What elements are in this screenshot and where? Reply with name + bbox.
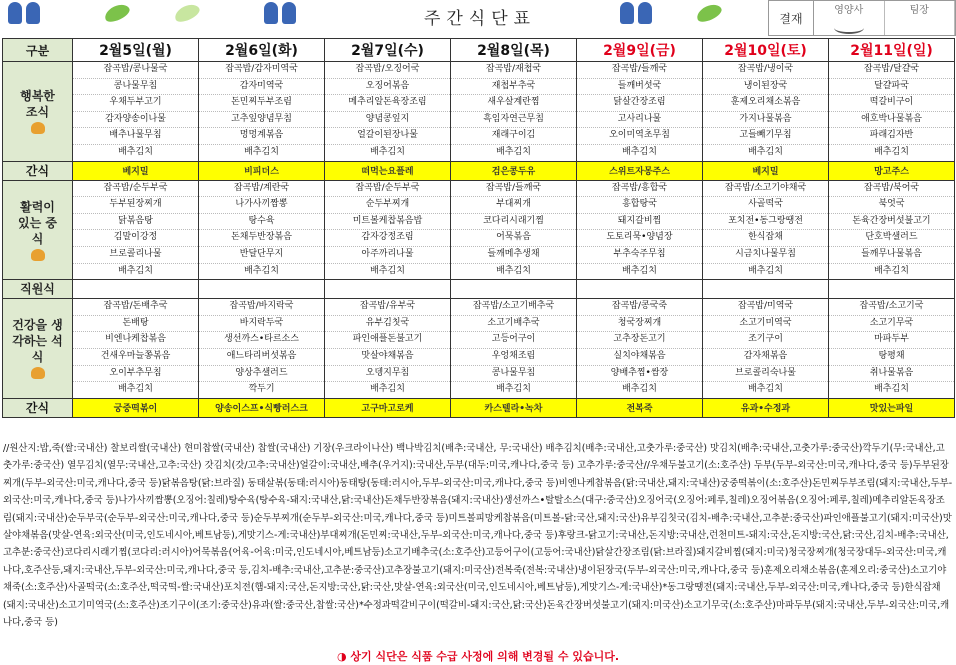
menu-item: 사골떡국 — [703, 197, 828, 214]
menu-item: 재첩부추국 — [451, 79, 576, 96]
menu-item: 배추김치 — [496, 265, 531, 276]
menu-item: 잡곡밥/순두부국 — [73, 181, 198, 198]
day-header-row — [3, 39, 955, 62]
menu-item: 마파두부 — [829, 332, 954, 349]
staff-cell — [325, 280, 451, 299]
menu-item: 우채두부고기 — [73, 95, 198, 112]
row-label: 간식 — [3, 161, 73, 180]
menu-item: 메추리알돈육장조림 — [325, 95, 450, 112]
day-header: 2월10일(토) — [703, 39, 829, 62]
snack-cell: 카스텔라•녹차 — [451, 398, 577, 417]
origin-info: //원산지:밥,죽(쌀:국내산) 찰보리쌀(국내산) 현미찹쌀(국내산) 찹쌀(국내산) 기장(우크라이나산) 백나박김치(배추:국내산, 무:국내산) 배추김치(배추:국내산,고춧가루:중국산) 맛김치(배추:국내산,고춧가루:중국산)깍두기(무:국내산,고춧가루:중국산) 열무김치(열무:국내산,고추:국산) 갓김치(갓/고추:국내산)얼갈이:국내산,배추(우거지):국내산,두부(대두:미국,캐나다,중국 등) 고추가루:중국산//우채두불고기(소:호주산) 두부(두부-외국산:미국,캐나다,중국 등)두부된장찌개(두부-외국산:미국,캐나다,중국 등)닭볶음탕(닭:브라질) 동태살볶(동태:러시아)동태탕(동태:러시아,두부-외국산:미국,캐나다,중국 등)비엔나케찹볶음(닭:국내산,돼지:국내산)궁중떡볶이(소:호주산)돈민찌두부조림(돼지:국내산,두부-외국산:미국,캐나다,중국 등)나가사끼짬뽕(오징어:칠레)탕수육(탕수육-돼지:국내산,닭:국내산)돈채두반장볶음(돼지:국내산)생선까스•탈탈소스(대구:중국산)오징어국(오징어:페루,칠레)오징어볶음(오징어:페루,칠레)메추리알돈육장조림(돼지:국내산)순두부국(순두부-외국산:미국,캐나다,중국 등)순두부찌개(순두부-외국산:미국,캐나다,중국 등)미트볼피망케찹볶음(미트볼-닭:국산,돼지:국산)유부김칫국(김치-배추:국내산,고추분:중국산)파인애플불고기(돼지:미국산)맛살야채볶음(맛살-연육:외국산(미국,인도네시아,베트남등),게맛기스-게:국내산)부대찌개(돈민찌:국내산,두부-외국산:미국,캐나다,중국 등)후랑크-닭고기:국내산,돈지방:국내산,런천미트-돼지:국산,돈지방:국산,닭:국산,김치-배추:국내산,고추분:중국산)코다리시래기찜(코다리:러시아)어묵볶음(어육-어육:미국,인도네시아,베트남등)소고기배추국(소:호주산)고등어구이(고등어:국내산)닭살간장조림(닭:브라질)돼지갈비찜(돼지:미국)청국장찌개(청국장대두-외국산:미국,캐나다,호주산등,돼지:국내산,두부-외국산:미국,캐나다,중국 등,김치-배추:국내산,고추분:중국산)고추장불고기(돼지:미국산)전복죽(전복:국내산)냉이된장국(두부-외국산:미국,캐나다,중국 등)훈제오리채소볶음(훈제오리:중국산)소고기야채죽(소:호주산)사골떡국(소:호주산,떡국떡-쌀:국내산)포치전(햄-돼지:국산,돈지방:국산,닭:국산,맛살-연육:외국산(미국,인도네시아,베트남등),게맛기스-게:국내산)*동그랑땡전(돼지:국내산,두부-외국산:미국,캐나다,중국 등)한식잡채(돼지:국내산)소고기미역국(소:호주산)조기구이(조기:중국산)유과(쌀:중국산,찹쌀:국산)*수정과떡갈비구이(떡갈비-돼지:국산,닭:국산)돈육간장버섯불고기(돼지:미국산)소고기무국(소:호주산)마파두부(돼지:국내산,두부-외국산:미국,캐나다,중국 등) — [3, 443, 953, 629]
menu-item: 북엇국 — [829, 197, 954, 214]
meal-cell — [451, 299, 577, 399]
row-label: 건강을 생각하는 석식 — [3, 299, 73, 399]
menu-item: 탕평채 — [829, 349, 954, 366]
menu-item: 잡곡밥/흥합국 — [577, 181, 702, 198]
menu-item: 탕수육 — [199, 214, 324, 231]
menu-item: 조기구이 — [703, 332, 828, 349]
menu-item: 코다리시래기찜 — [451, 214, 576, 231]
signature-mark — [834, 22, 864, 34]
menu-item: 파래김자반 — [829, 128, 954, 145]
menu-item: 흑임자연근무침 — [451, 112, 576, 129]
meal-cell — [451, 180, 577, 280]
menu-item: 잡곡밥/소고기배추국 — [451, 299, 576, 316]
menu-item: 소고기미역국 — [703, 316, 828, 333]
menu-item: 순두부찌개 — [325, 197, 450, 214]
meal-cell — [829, 180, 955, 280]
menu-item: 돈채두반장볶음 — [199, 230, 324, 247]
menu-item: 잡곡밥/감자미역국 — [199, 62, 324, 79]
menu-item: 얼갈이된장나물 — [325, 128, 450, 145]
snack-row — [3, 161, 955, 180]
menu-item: 잡곡밥/들깨국 — [577, 62, 702, 79]
menu-item: 닭볶음탕 — [73, 214, 198, 231]
menu-item: 브로콜리나물 — [73, 247, 198, 264]
menu-item: 배추나물무침 — [73, 128, 198, 145]
menu-item: 배추김치 — [118, 146, 153, 157]
menu-item: 오이미역초무침 — [577, 128, 702, 145]
menu-item: 잡곡밥/달걀국 — [829, 62, 954, 79]
vegetable-icon — [694, 1, 723, 25]
meal-cell — [73, 62, 199, 162]
snack-cell: 고구마고로케 — [325, 398, 451, 417]
meal-cell — [829, 299, 955, 399]
meal-cell — [325, 180, 451, 280]
staff-cell — [73, 280, 199, 299]
day-header: 2월8일(목) — [451, 39, 577, 62]
menu-item: 고추잎양념무침 — [199, 112, 324, 129]
snack-cell: 전복죽 — [577, 398, 703, 417]
menu-item: 건새우마늘쫑볶음 — [73, 349, 198, 366]
snack-row — [3, 398, 955, 417]
meal-cell — [73, 180, 199, 280]
menu-item: 도토리묵•양념장 — [577, 230, 702, 247]
snack-cell: 유과•수정과 — [703, 398, 829, 417]
menu-item: 잡곡밥/미역국 — [703, 299, 828, 316]
menu-item: 들깨메추생채 — [451, 247, 576, 264]
menu-item: 브로콜리숙나물 — [703, 366, 828, 383]
meal-cell — [325, 299, 451, 399]
menu-item: 실치야채볶음 — [577, 349, 702, 366]
menu-item: 배추김치 — [496, 146, 531, 157]
menu-item: 배추김치 — [622, 146, 657, 157]
snack-cell: 궁중떡볶이 — [73, 398, 199, 417]
day-header: 2월6일(화) — [199, 39, 325, 62]
child-icon — [8, 2, 22, 24]
day-header: 2월5일(월) — [73, 39, 199, 62]
menu-item: 가지나물볶음 — [703, 112, 828, 129]
dinner-row — [3, 299, 955, 399]
menu-item: 부추숙주무침 — [577, 247, 702, 264]
snack-cell: 베지밀 — [73, 161, 199, 180]
meal-cell — [199, 62, 325, 162]
approval-cell: 팀장 — [885, 1, 956, 35]
day-header: 2월7일(수) — [325, 39, 451, 62]
menu-item: 들깨무나물볶음 — [829, 247, 954, 264]
menu-item: 소고기무국 — [829, 316, 954, 333]
meal-cell — [73, 299, 199, 399]
row-label: 행복한 조식 — [3, 62, 73, 162]
menu-item: 잡곡밥/콩국죽 — [577, 299, 702, 316]
menu-item: 돼지갈비찜 — [577, 214, 702, 231]
menu-item: 감자양송이나물 — [73, 112, 198, 129]
menu-item: 맛살야채볶음 — [325, 349, 450, 366]
menu-item: 고추장돈고기 — [577, 332, 702, 349]
menu-item: 오징어볶음 — [325, 79, 450, 96]
menu-item: 비엔나케찹볶음 — [73, 332, 198, 349]
menu-item: 배추김치 — [244, 146, 279, 157]
meal-icon — [31, 122, 45, 134]
menu-item: 아주까리나물 — [325, 247, 450, 264]
menu-item: 감자미역국 — [199, 79, 324, 96]
snack-cell: 양송이스프•식빵러스크 — [199, 398, 325, 417]
menu-item: 생선까스•타르소스 — [199, 332, 324, 349]
menu-item: 한식잡채 — [703, 230, 828, 247]
meal-cell — [199, 299, 325, 399]
meal-cell — [829, 62, 955, 162]
approval-box — [768, 0, 956, 36]
menu-item: 파인애플돈불고기 — [325, 332, 450, 349]
menu-item: 멍멍계볶음 — [199, 128, 324, 145]
menu-item: 잡곡밥/들깨국 — [451, 181, 576, 198]
menu-item: 취나물볶음 — [829, 366, 954, 383]
menu-item: 떡갈비구이 — [829, 95, 954, 112]
menu-item: 냉이된장국 — [703, 79, 828, 96]
meal-cell — [703, 62, 829, 162]
corner-label: 구분 — [3, 39, 73, 62]
menu-item: 유부김칫국 — [325, 316, 450, 333]
menu-item: 배추김치 — [748, 146, 783, 157]
day-header: 2월11일(일) — [829, 39, 955, 62]
snack-cell: 비피더스 — [199, 161, 325, 180]
staff-cell — [703, 280, 829, 299]
menu-item: 배추김치 — [496, 384, 531, 395]
menu-item: 김말이강정 — [73, 230, 198, 247]
menu-item: 잡곡밥/콩나물국 — [73, 62, 198, 79]
staff-cell — [451, 280, 577, 299]
menu-item: 배추김치 — [370, 265, 405, 276]
menu-item: 어묵볶음 — [451, 230, 576, 247]
menu-item: 배추김치 — [874, 265, 909, 276]
menu-item: 애호박나물볶음 — [829, 112, 954, 129]
menu-item: 잡곡밥/돈배추국 — [73, 299, 198, 316]
menu-item: 오이부추무침 — [73, 366, 198, 383]
menu-item: 고등어구이 — [451, 332, 576, 349]
menu-item: 양념콩잎지 — [325, 112, 450, 129]
breakfast-row — [3, 62, 955, 162]
meal-cell — [451, 62, 577, 162]
menu-item: 훈제오리채소볶음 — [703, 95, 828, 112]
vegetable-icon — [172, 1, 201, 25]
menu-item: 배추김치 — [244, 265, 279, 276]
menu-item: 포치전•동그랑땡전 — [703, 214, 828, 231]
menu-item: 달걀파국 — [829, 79, 954, 96]
menu-item: 배추김치 — [748, 265, 783, 276]
menu-item: 돈육간장버섯불고기 — [829, 214, 954, 231]
child-icon — [282, 2, 296, 24]
menu-item: 새우살계란찜 — [451, 95, 576, 112]
menu-item: 양배추찜•쌈장 — [577, 366, 702, 383]
menu-item: 콩나물무침 — [73, 79, 198, 96]
menu-item: 잡곡밥/유부국 — [325, 299, 450, 316]
row-label: 직원식 — [3, 280, 73, 299]
menu-item: 돈민찌두부조림 — [199, 95, 324, 112]
menu-item: 바지락두국 — [199, 316, 324, 333]
staff-cell — [199, 280, 325, 299]
snack-cell: 베지밀 — [703, 161, 829, 180]
meal-cell — [325, 62, 451, 162]
menu-item: 고들빼기무침 — [703, 128, 828, 145]
menu-item: 잡곡밥/계란국 — [199, 181, 324, 198]
menu-item: 나가사끼짬뽕 — [199, 197, 324, 214]
child-icon — [638, 2, 652, 24]
menu-item: 부대찌개 — [451, 197, 576, 214]
row-label: 간식 — [3, 398, 73, 417]
menu-item: 잡곡밥/순두부국 — [325, 181, 450, 198]
vegetable-icon — [102, 1, 131, 25]
menu-item: 잡곡밥/소고기국 — [829, 299, 954, 316]
approval-label: 결재 — [769, 1, 814, 35]
page-title: 주간식단표 — [423, 9, 537, 29]
menu-item: 배추김치 — [874, 384, 909, 395]
menu-item: 감자강정조림 — [325, 230, 450, 247]
snack-cell: 떠먹는요플레 — [325, 161, 451, 180]
child-icon — [264, 2, 278, 24]
menu-item: 애느타리버섯볶음 — [199, 349, 324, 366]
menu-item: 배추김치 — [622, 384, 657, 395]
day-header: 2월9일(금) — [577, 39, 703, 62]
lunch-row — [3, 180, 955, 280]
menu-item: 우엉채조림 — [451, 349, 576, 366]
menu-item: 배추김치 — [874, 146, 909, 157]
menu-item: 재래구이김 — [451, 128, 576, 145]
menu-item: 감자채볶음 — [703, 349, 828, 366]
menu-item: 소고기배추국 — [451, 316, 576, 333]
menu-item: 잡곡밥/바지락국 — [199, 299, 324, 316]
staff-row — [3, 280, 955, 299]
row-label: 활력이 있는 중식 — [3, 180, 73, 280]
child-icon — [620, 2, 634, 24]
menu-item: 흥합탕국 — [577, 197, 702, 214]
menu-item: 시금치나물무침 — [703, 247, 828, 264]
snack-cell: 망고주스 — [829, 161, 955, 180]
notice-text: ◑ 상기 식단은 식품 수급 사정에 의해 변경될 수 있습니다. — [336, 650, 619, 663]
meal-icon — [31, 367, 45, 379]
menu-item: 단호박샐러드 — [829, 230, 954, 247]
menu-item: 잡곡밥/소고기야채국 — [703, 181, 828, 198]
menu-item: 두부된장찌개 — [73, 197, 198, 214]
menu-item: 잡곡밥/냉이국 — [703, 62, 828, 79]
snack-cell: 검은콩두유 — [451, 161, 577, 180]
menu-item: 배추김치 — [748, 384, 783, 395]
menu-item: 배추김치 — [118, 384, 153, 395]
menu-item: 청국장찌개 — [577, 316, 702, 333]
page-header — [0, 0, 956, 36]
meal-cell — [577, 299, 703, 399]
menu-item: 잡곡밥/재첩국 — [451, 62, 576, 79]
approval-cell: 영양사 — [814, 1, 885, 35]
staff-cell — [577, 280, 703, 299]
decoration-right — [620, 2, 722, 24]
meal-cell — [703, 180, 829, 280]
menu-item: 미트볼케찹볶음밥 — [325, 214, 450, 231]
meal-icon — [31, 249, 45, 261]
menu-item: 양상추샐러드 — [199, 366, 324, 383]
menu-item: 닭살간장조림 — [577, 95, 702, 112]
menu-item: 잡곡밥/북어국 — [829, 181, 954, 198]
menu-item: 들깨버섯국 — [577, 79, 702, 96]
weekly-menu-table — [2, 38, 955, 418]
decoration-left — [8, 2, 296, 24]
snack-cell: 스위트자몽주스 — [577, 161, 703, 180]
menu-item: 배추김치 — [118, 265, 153, 276]
menu-item: 콩나물무침 — [451, 366, 576, 383]
menu-item: 배추김치 — [622, 265, 657, 276]
menu-item: 고사리나물 — [577, 112, 702, 129]
meal-cell — [199, 180, 325, 280]
menu-item: 돈배탕 — [73, 316, 198, 333]
menu-item: 배추김치 — [370, 146, 405, 157]
meal-cell — [577, 180, 703, 280]
menu-item: 반달단무지 — [199, 247, 324, 264]
child-icon — [26, 2, 40, 24]
menu-item: 잡곡밥/오징어국 — [325, 62, 450, 79]
staff-cell — [829, 280, 955, 299]
menu-item: 배추김치 — [370, 384, 405, 395]
meal-cell — [577, 62, 703, 162]
meal-cell — [703, 299, 829, 399]
menu-item: 깍두기 — [248, 384, 275, 395]
snack-cell: 맛있는파일 — [829, 398, 955, 417]
menu-item: 오뎅지무침 — [325, 366, 450, 383]
